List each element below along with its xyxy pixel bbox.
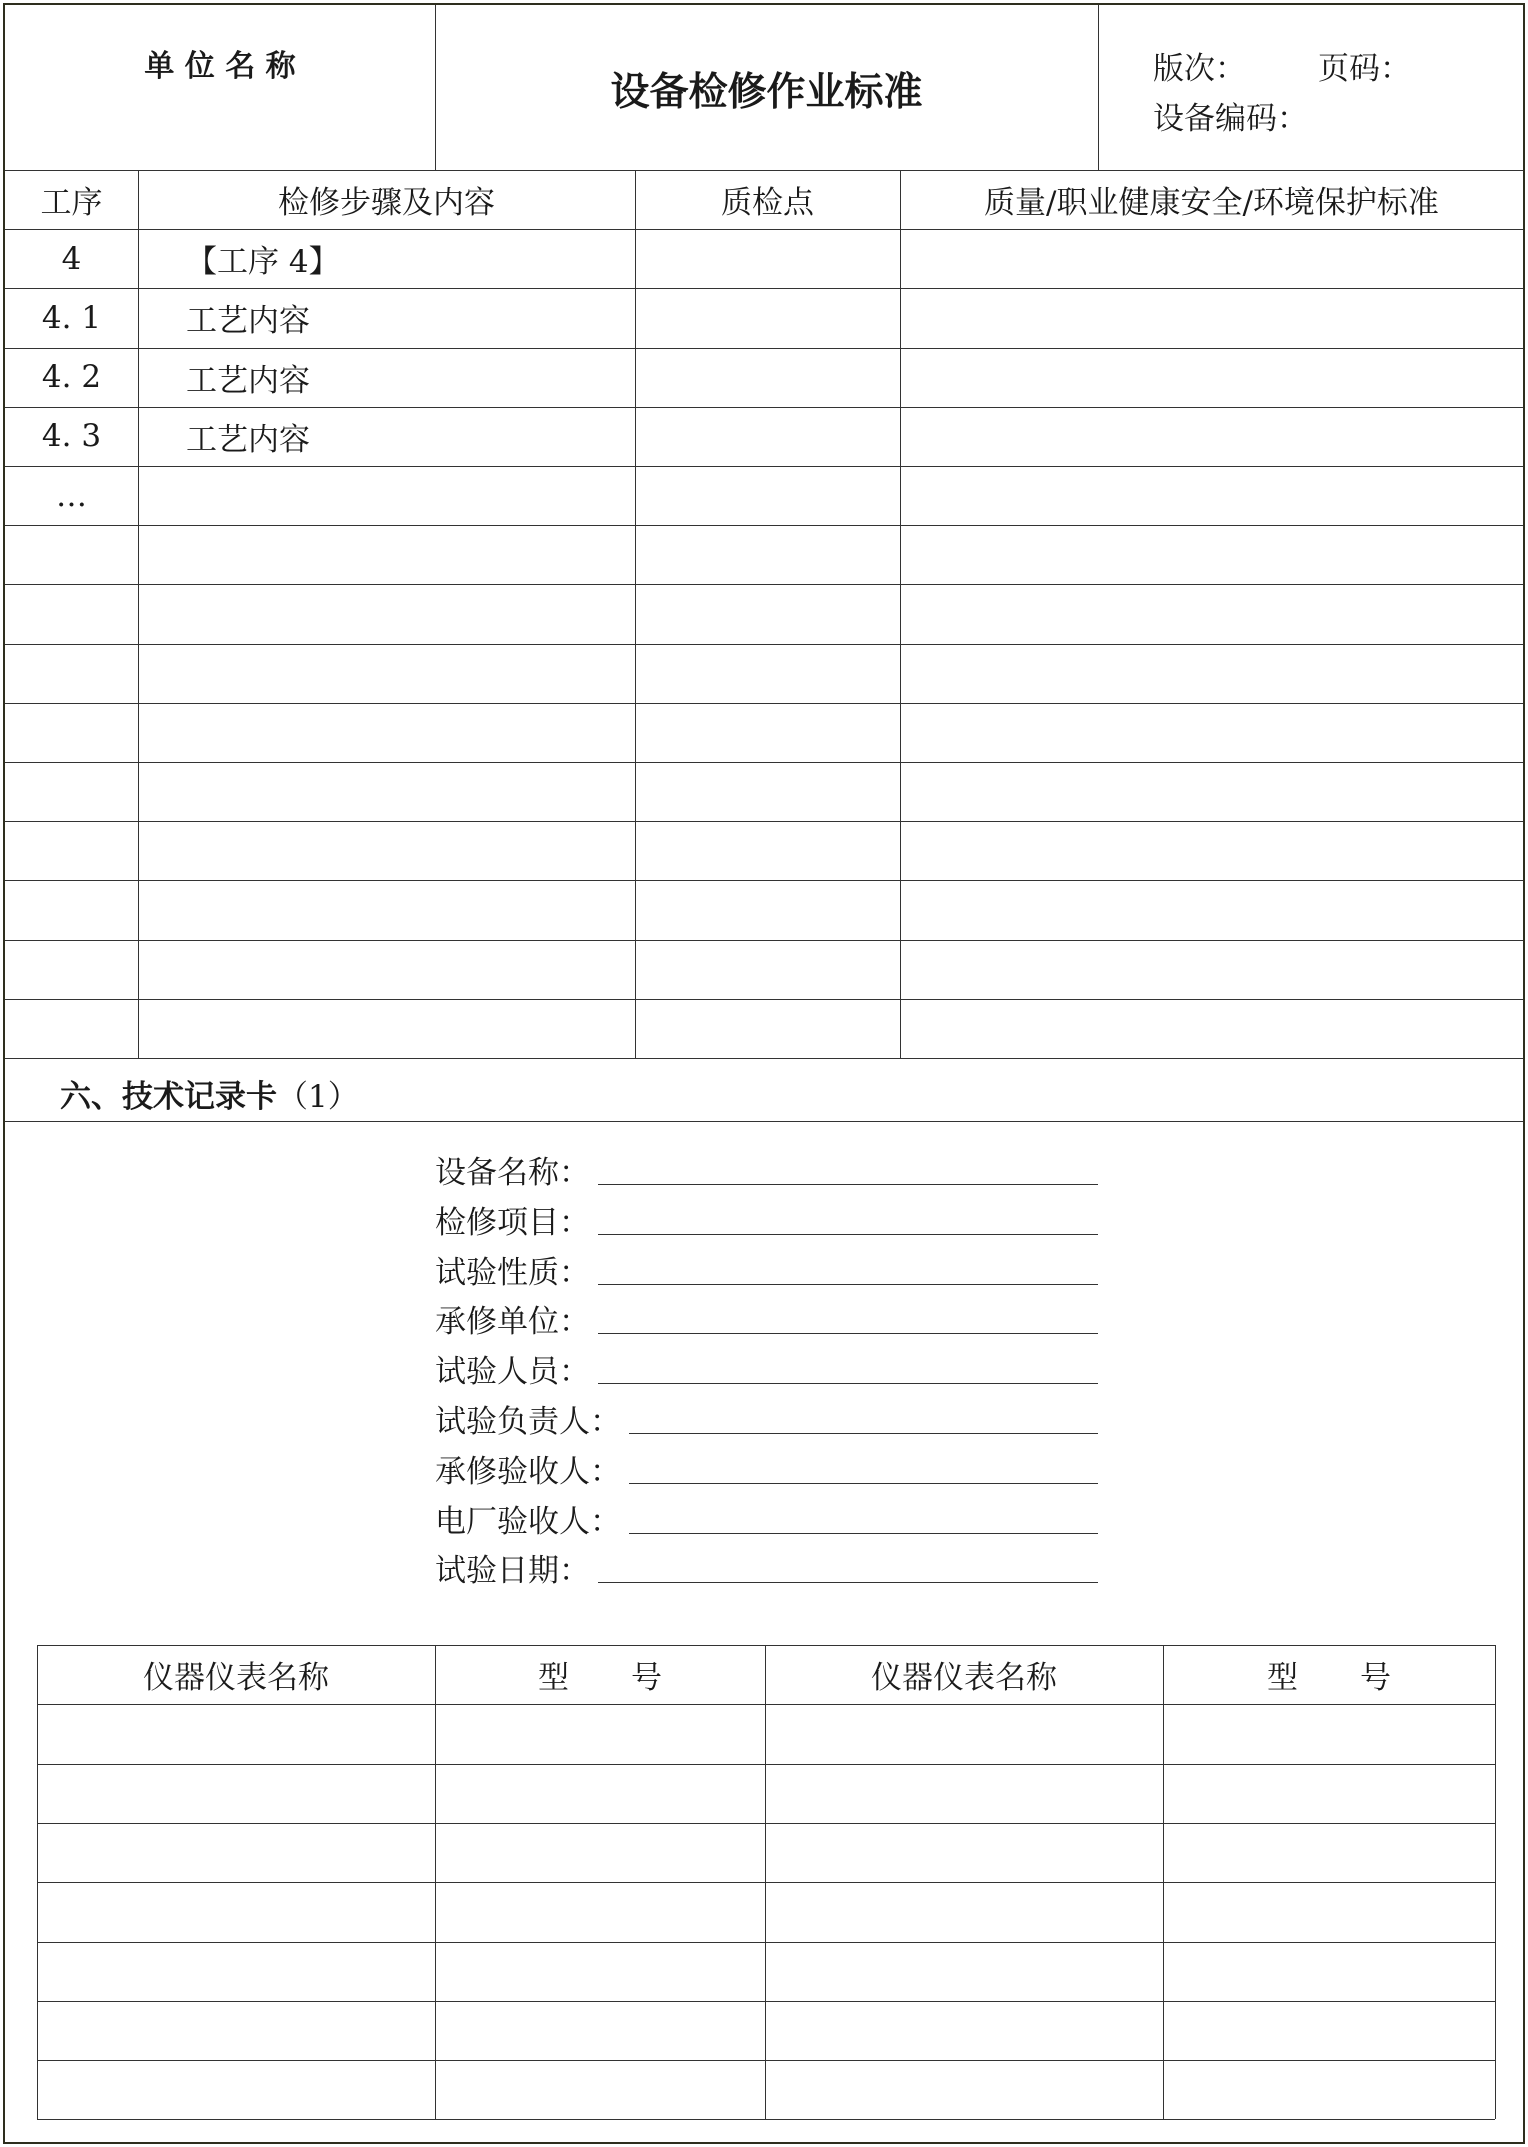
process-table-cell xyxy=(5,644,138,703)
section-title-text: 六、技术记录卡 xyxy=(60,1079,277,1115)
instrument-table-cell[interactable] xyxy=(37,1942,435,2001)
process-table-cell xyxy=(186,940,635,999)
process-table-cell xyxy=(635,762,900,821)
equipment-code-label: 设备编码： xyxy=(1153,101,1308,137)
process-table-cell xyxy=(900,466,1523,525)
instrument-table-header-cell: 型 号 xyxy=(538,1660,662,1697)
instrument-table-cell[interactable] xyxy=(765,1764,1163,1823)
process-table-cell: 【工序 4】 xyxy=(186,244,340,281)
record-field-blank[interactable] xyxy=(598,1582,1098,1583)
instrument-table-cell[interactable] xyxy=(765,2001,1163,2060)
page-number-label: 页码： xyxy=(1318,51,1411,87)
process-table-cell xyxy=(635,644,900,703)
process-table-cell xyxy=(635,703,900,762)
process-table-cell xyxy=(900,644,1523,703)
instrument-table-cell[interactable] xyxy=(1163,1823,1495,1882)
process-table-cell xyxy=(186,466,635,525)
process-table-cell xyxy=(635,229,900,288)
process-table-header-cell: 检修步骤及内容 xyxy=(278,185,495,222)
record-field-label: 试验日期： xyxy=(435,1553,590,1590)
process-table-cell xyxy=(635,348,900,407)
process-table-cell xyxy=(900,940,1523,999)
instrument-table-cell[interactable] xyxy=(1163,2001,1495,2060)
record-field-label: 承修验收人： xyxy=(435,1453,621,1490)
instrument-table-cell[interactable] xyxy=(1163,1882,1495,1941)
instrument-table-cell[interactable] xyxy=(435,1764,765,1823)
process-table-cell: 4. 3 xyxy=(41,418,102,455)
process-table-cell xyxy=(635,466,900,525)
process-table-cell xyxy=(5,584,138,643)
instrument-table-cell[interactable] xyxy=(1163,1764,1495,1823)
instrument-table-cell[interactable] xyxy=(37,1882,435,1941)
record-field-label: 检修项目： xyxy=(435,1204,590,1241)
process-table-cell xyxy=(186,584,635,643)
process-table-cell xyxy=(5,999,138,1058)
process-table-cell: … xyxy=(56,477,87,514)
process-table-cell xyxy=(5,703,138,762)
instrument-table-cell[interactable] xyxy=(37,2001,435,2060)
process-table-cell xyxy=(900,229,1523,288)
process-table-header-cell: 质量/职业健康安全/环境保护标准 xyxy=(984,185,1439,222)
record-field-label: 设备名称： xyxy=(435,1155,590,1191)
process-table-cell xyxy=(635,407,900,466)
process-table-cell xyxy=(900,821,1523,880)
process-table-cell: 4 xyxy=(61,240,82,277)
process-table-cell xyxy=(635,880,900,939)
instrument-table-cell[interactable] xyxy=(1163,1942,1495,2001)
instrument-table-cell[interactable] xyxy=(37,1704,435,1763)
process-table-cell xyxy=(186,762,635,821)
section-bottom-line xyxy=(5,1121,1523,1122)
process-table-cell xyxy=(900,999,1523,1058)
record-field-label: 试验性质： xyxy=(435,1254,590,1291)
process-table-cell xyxy=(900,288,1523,347)
instrument-table-header-cell: 仪器仪表名称 xyxy=(143,1660,329,1697)
process-table-cell xyxy=(900,525,1523,584)
instrument-table-row-line xyxy=(37,2119,1495,2120)
process-table-row-line xyxy=(5,1058,1523,1059)
process-table-column-line xyxy=(138,170,139,1058)
record-field-blank[interactable] xyxy=(598,1333,1098,1334)
instrument-table-cell[interactable] xyxy=(37,1764,435,1823)
process-table-cell xyxy=(900,407,1523,466)
process-table-cell xyxy=(635,288,900,347)
record-field-label: 试验人员： xyxy=(435,1354,590,1391)
edition-label: 版次： xyxy=(1153,51,1246,87)
process-table-cell xyxy=(186,703,635,762)
instrument-table-cell[interactable] xyxy=(765,1704,1163,1763)
record-field-blank[interactable] xyxy=(598,1184,1098,1185)
document-title: 设备检修作业标准 xyxy=(610,70,923,115)
instrument-table-cell[interactable] xyxy=(435,2060,765,2119)
process-table-cell xyxy=(186,525,635,584)
instrument-table-cell[interactable] xyxy=(765,1942,1163,2001)
unit-name-label: 单 位 名 称 xyxy=(144,49,296,84)
instrument-table-header-cell: 型 号 xyxy=(1267,1660,1391,1697)
process-table-cell xyxy=(900,703,1523,762)
process-table-cell xyxy=(186,999,635,1058)
record-field-blank[interactable] xyxy=(629,1433,1098,1434)
process-table-cell xyxy=(5,821,138,880)
process-table-cell xyxy=(635,525,900,584)
process-table-cell xyxy=(5,762,138,821)
instrument-table-cell[interactable] xyxy=(435,1704,765,1763)
record-field-blank[interactable] xyxy=(598,1234,1098,1235)
process-table-cell xyxy=(900,762,1523,821)
process-table-cell xyxy=(5,880,138,939)
instrument-table-cell[interactable] xyxy=(37,1823,435,1882)
instrument-table-cell[interactable] xyxy=(765,2060,1163,2119)
process-table-cell: 工艺内容 xyxy=(186,303,310,340)
record-field-blank[interactable] xyxy=(629,1483,1098,1484)
instrument-table-cell[interactable] xyxy=(1163,2060,1495,2119)
record-field-label: 承修单位： xyxy=(435,1304,590,1341)
record-field-blank[interactable] xyxy=(598,1284,1098,1285)
instrument-table-cell[interactable] xyxy=(765,1823,1163,1882)
instrument-table-header-cell: 仪器仪表名称 xyxy=(871,1660,1057,1697)
process-table-cell xyxy=(635,940,900,999)
record-field-blank[interactable] xyxy=(598,1383,1098,1384)
section-title xyxy=(60,1071,359,1116)
instrument-table-cell[interactable] xyxy=(435,2001,765,2060)
record-field-label: 试验负责人： xyxy=(435,1404,621,1440)
record-field-blank[interactable] xyxy=(629,1533,1098,1534)
process-table-cell xyxy=(635,999,900,1058)
process-table-cell xyxy=(5,525,138,584)
process-table-cell xyxy=(186,880,635,939)
process-table-cell: 工艺内容 xyxy=(186,362,310,399)
instrument-table-cell[interactable] xyxy=(435,1942,765,2001)
process-table-header-cell: 工序 xyxy=(40,185,103,222)
process-table-cell: 4. 1 xyxy=(41,299,102,336)
instrument-table-cell[interactable] xyxy=(765,1882,1163,1941)
process-table-header-cell: 质检点 xyxy=(721,185,814,222)
process-table-cell xyxy=(186,821,635,880)
process-table-cell xyxy=(900,880,1523,939)
process-table-cell xyxy=(186,644,635,703)
instrument-table-cell[interactable] xyxy=(435,1823,765,1882)
process-table-cell xyxy=(900,584,1523,643)
process-table-cell: 工艺内容 xyxy=(186,421,310,458)
header-divider-2 xyxy=(1098,5,1099,170)
document-page xyxy=(3,3,1525,2144)
instrument-table-cell[interactable] xyxy=(435,1882,765,1941)
instrument-table-cell[interactable] xyxy=(1163,1704,1495,1763)
process-table-cell: 4. 2 xyxy=(41,359,102,396)
process-table-cell xyxy=(900,348,1523,407)
process-table-cell xyxy=(635,821,900,880)
process-table-cell xyxy=(5,940,138,999)
section-number: （1） xyxy=(277,1079,359,1115)
record-field-label: 电厂验收人： xyxy=(435,1503,621,1540)
instrument-table-cell[interactable] xyxy=(37,2060,435,2119)
process-table-cell xyxy=(635,584,900,643)
instrument-table-column-line xyxy=(1495,1645,1496,2119)
